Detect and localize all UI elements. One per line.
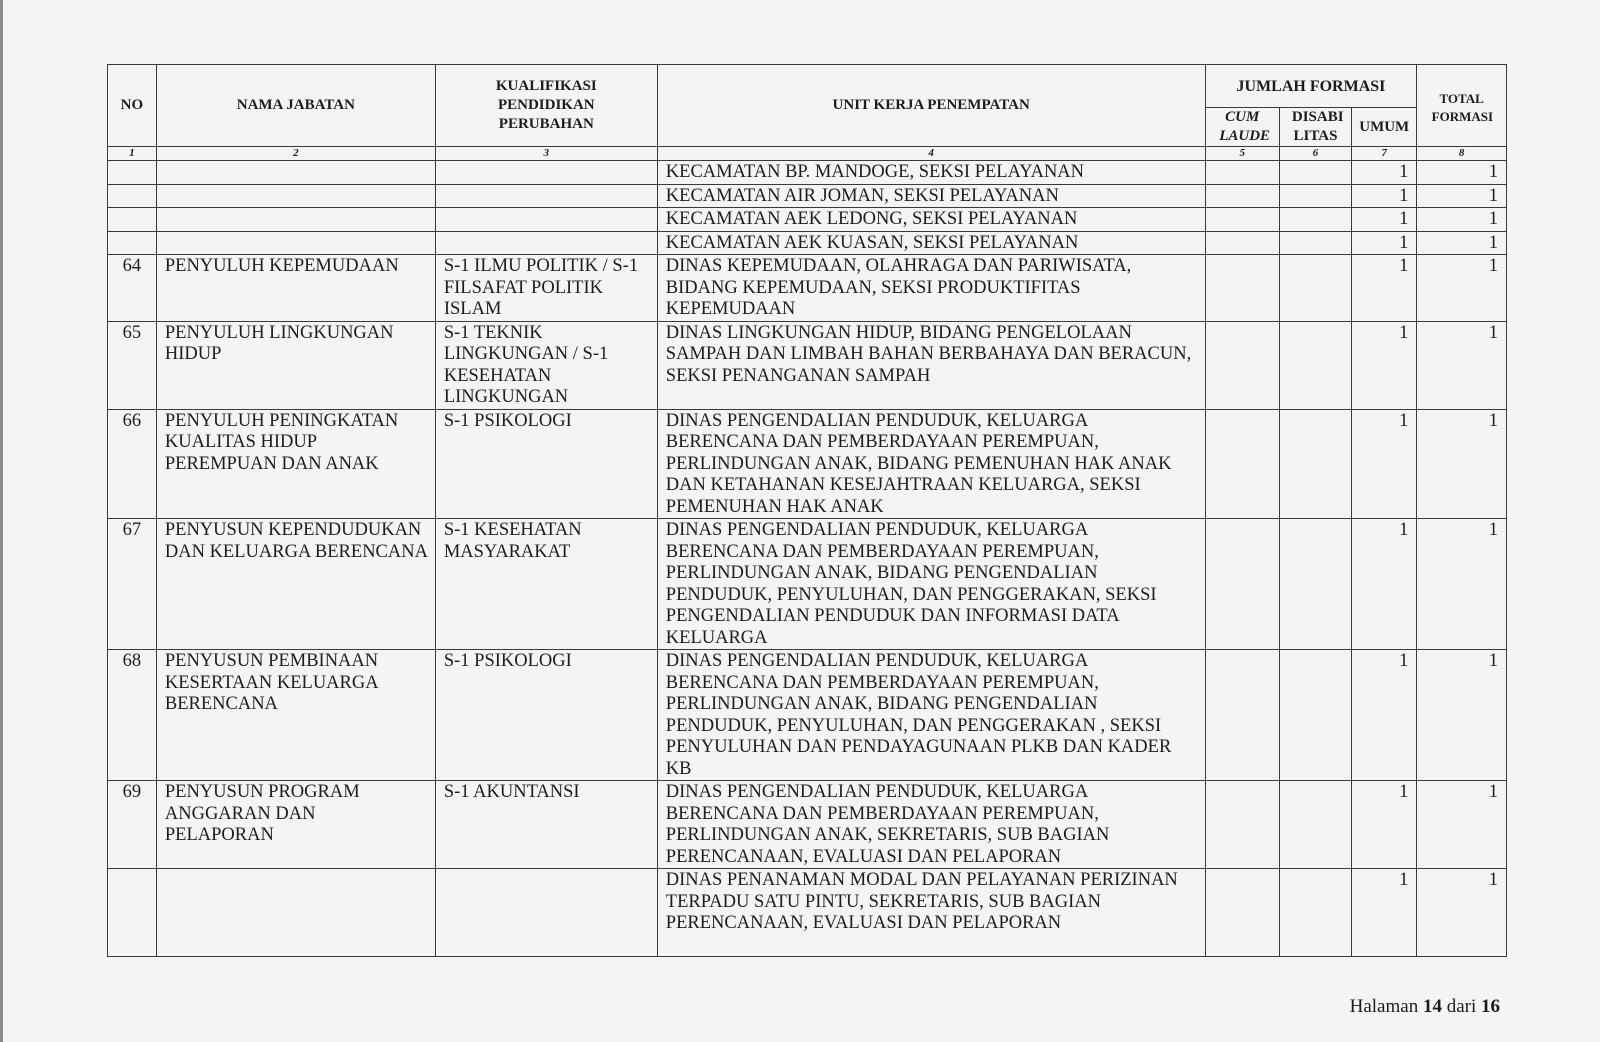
header-cum-laude-label: CUM LAUDE [1219, 109, 1271, 144]
footer-page-number: 14 [1422, 996, 1442, 1017]
nama-jabatan-cell [156, 208, 435, 232]
total-formasi-cell: 1 [1417, 869, 1507, 957]
kualifikasi-cell [435, 161, 657, 185]
unit-kerja-cell: KECAMATAN BP. MANDOGE, SEKSI PELAYANAN [657, 161, 1205, 185]
disabilitas-cell [1279, 231, 1351, 255]
kualifikasi-cell: S-1 AKUNTANSI [435, 781, 657, 869]
row-number [108, 869, 157, 957]
column-number-row [108, 147, 1507, 161]
kualifikasi-cell: S-1 PSIKOLOGI [435, 409, 657, 519]
nama-jabatan-cell [156, 869, 435, 957]
nama-jabatan-cell: PENYUSUN KEPENDUDUKAN DAN KELUARGA BERENCANA [156, 519, 435, 650]
row-number [108, 208, 157, 232]
disabilitas-cell [1279, 321, 1351, 409]
table-body [108, 161, 1507, 957]
nama-jabatan-cell [156, 161, 435, 185]
header-total-formasi-label: TOTAL FORMASI [1431, 90, 1494, 124]
header-unit-kerja: UNIT KERJA PENEMPATAN [657, 65, 1205, 147]
header-no: NO [108, 65, 157, 147]
column-number: 4 [657, 147, 1205, 161]
total-formasi-cell: 1 [1417, 519, 1507, 650]
disabilitas-cell [1279, 184, 1351, 208]
umum-cell: 1 [1352, 650, 1417, 781]
row-number: 67 [108, 519, 157, 650]
header-total-formasi [1417, 65, 1507, 147]
umum-cell: 1 [1352, 869, 1417, 957]
total-formasi-cell: 1 [1417, 231, 1507, 255]
total-formasi-cell: 1 [1417, 184, 1507, 208]
footer-total-pages: 16 [1481, 996, 1500, 1017]
umum-cell: 1 [1352, 519, 1417, 650]
cum-laude-cell [1205, 321, 1279, 409]
cum-laude-cell [1205, 519, 1279, 650]
nama-jabatan-cell: PENYULUH PENINGKATAN KUALITAS HIDUP PEREMPUAN DAN ANAK [156, 409, 435, 519]
umum-cell: 1 [1352, 161, 1417, 185]
column-number: 7 [1352, 147, 1417, 161]
cum-laude-cell [1205, 869, 1279, 957]
row-number: 64 [108, 255, 157, 322]
total-formasi-cell: 1 [1417, 161, 1507, 185]
umum-cell: 1 [1352, 184, 1417, 208]
table-row [108, 781, 1507, 869]
footer-prefix: Halaman [1349, 996, 1419, 1017]
cum-laude-cell [1205, 255, 1279, 322]
cum-laude-cell [1205, 184, 1279, 208]
umum-cell: 1 [1352, 231, 1417, 255]
disabilitas-cell [1279, 869, 1351, 957]
disabilitas-cell [1279, 519, 1351, 650]
disabilitas-cell [1279, 650, 1351, 781]
kualifikasi-cell [435, 184, 657, 208]
unit-kerja-cell: KECAMATAN AEK KUASAN, SEKSI PELAYANAN [657, 231, 1205, 255]
column-number: 2 [156, 147, 435, 161]
table-row [108, 650, 1507, 781]
unit-kerja-cell: DINAS PENGENDALIAN PENDUDUK, KELUARGA BERENCANA DAN PEMBERDAYAAN PEREMPUAN, PERLINDUNGAN ANAK, BIDANG PENGENDALIAN PENDUDUK, PENYULUHAN, DAN PENGGERAKAN, SEKSI PENGENDALIAN PENDUDUK DAN INFORMASI DATA KELUARGA [657, 519, 1205, 650]
cum-laude-cell [1205, 781, 1279, 869]
umum-cell: 1 [1352, 321, 1417, 409]
nama-jabatan-cell: PENYUSUN PEMBINAAN KESERTAAN KELUARGA BERENCANA [156, 650, 435, 781]
table-row [108, 208, 1507, 232]
nama-jabatan-cell: PENYULUH KEPEMUDAAN [156, 255, 435, 322]
kualifikasi-cell: S-1 PSIKOLOGI [435, 650, 657, 781]
kualifikasi-cell [435, 208, 657, 232]
unit-kerja-cell: KECAMATAN AEK LEDONG, SEKSI PELAYANAN [657, 208, 1205, 232]
kualifikasi-cell: S-1 TEKNIK LINGKUNGAN / S-1 KESEHATAN LINGKUNGAN [435, 321, 657, 409]
nama-jabatan-cell [156, 231, 435, 255]
footer-separator: dari [1446, 996, 1477, 1017]
row-number: 69 [108, 781, 157, 869]
header-kualifikasi: KUALIFIKASI PENDIDIKAN PERUBAHAN [435, 65, 657, 147]
row-number: 68 [108, 650, 157, 781]
unit-kerja-cell: DINAS PENGENDALIAN PENDUDUK, KELUARGA BERENCANA DAN PEMBERDAYAAN PEREMPUAN, PERLINDUNGAN ANAK, SEKRETARIS, SUB BAGIAN PERENCANAAN, EVALUASI DAN PELAPORAN [657, 781, 1205, 869]
total-formasi-cell: 1 [1417, 409, 1507, 519]
page-footer [1350, 996, 1500, 1018]
nama-jabatan-cell: PENYUSUN PROGRAM ANGGARAN DAN PELAPORAN [156, 781, 435, 869]
kualifikasi-cell [435, 231, 657, 255]
formasi-table [107, 64, 1507, 957]
disabilitas-cell [1279, 781, 1351, 869]
cum-laude-cell [1205, 409, 1279, 519]
table-row [108, 869, 1507, 957]
kualifikasi-cell: S-1 KESEHATAN MASYARAKAT [435, 519, 657, 650]
kualifikasi-cell [435, 869, 657, 957]
row-number [108, 231, 157, 255]
column-number: 6 [1279, 147, 1351, 161]
unit-kerja-cell: DINAS PENGENDALIAN PENDUDUK, KELUARGA BERENCANA DAN PEMBERDAYAAN PEREMPUAN, PERLINDUNGAN ANAK, BIDANG PENGENDALIAN PENDUDUK, PENYULUHAN, DAN PENGGERAKAN , SEKSI PENYULUHAN DAN PENDAYAGUNAAN PLKB DAN KADER KB [657, 650, 1205, 781]
table-row [108, 409, 1507, 519]
umum-cell: 1 [1352, 781, 1417, 869]
disabilitas-cell [1279, 208, 1351, 232]
unit-kerja-cell: DINAS PENANAMAN MODAL DAN PELAYANAN PERIZINAN TERPADU SATU PINTU, SEKRETARIS, SUB BAGIAN PERENCANAAN, EVALUASI DAN PELAPORAN [657, 869, 1205, 957]
column-number: 1 [108, 147, 157, 161]
cum-laude-cell [1205, 208, 1279, 232]
cum-laude-cell [1205, 650, 1279, 781]
unit-kerja-cell: KECAMATAN AIR JOMAN, SEKSI PELAYANAN [657, 184, 1205, 208]
total-formasi-cell: 1 [1417, 208, 1507, 232]
unit-kerja-cell: DINAS LINGKUNGAN HIDUP, BIDANG PENGELOLAAN SAMPAH DAN LIMBAH BAHAN BERBAHAYA DAN BERACUN, SEKSI PENANGANAN SAMPAH [657, 321, 1205, 409]
disabilitas-cell [1279, 409, 1351, 519]
row-number: 66 [108, 409, 157, 519]
table-row [108, 321, 1507, 409]
header-disabilitas: DISABI LITAS [1279, 108, 1351, 147]
table-row [108, 255, 1507, 322]
row-number [108, 184, 157, 208]
cum-laude-cell [1205, 161, 1279, 185]
nama-jabatan-cell [156, 184, 435, 208]
column-number: 8 [1417, 147, 1507, 161]
total-formasi-cell: 1 [1417, 781, 1507, 869]
nama-jabatan-cell: PENYULUH LINGKUNGAN HIDUP [156, 321, 435, 409]
total-formasi-cell: 1 [1417, 321, 1507, 409]
total-formasi-cell: 1 [1417, 650, 1507, 781]
umum-cell: 1 [1352, 409, 1417, 519]
header-cum-laude [1205, 108, 1279, 147]
table-row [108, 184, 1507, 208]
header-jumlah-formasi: JUMLAH FORMASI [1205, 65, 1417, 108]
disabilitas-cell [1279, 161, 1351, 185]
unit-kerja-cell: DINAS KEPEMUDAAN, OLAHRAGA DAN PARIWISATA, BIDANG KEPEMUDAAN, SEKSI PRODUKTIFITAS KEPEMUDAAN [657, 255, 1205, 322]
umum-cell: 1 [1352, 255, 1417, 322]
disabilitas-cell [1279, 255, 1351, 322]
header-nama-jabatan: NAMA JABATAN [156, 65, 435, 147]
column-number: 3 [435, 147, 657, 161]
table-header [108, 65, 1507, 161]
total-formasi-cell: 1 [1417, 255, 1507, 322]
header-umum: UMUM [1352, 108, 1417, 147]
table-row [108, 231, 1507, 255]
table-row [108, 519, 1507, 650]
kualifikasi-cell: S-1 ILMU POLITIK / S-1 FILSAFAT POLITIK ISLAM [435, 255, 657, 322]
table-row [108, 161, 1507, 185]
row-number: 65 [108, 321, 157, 409]
column-number: 5 [1205, 147, 1279, 161]
unit-kerja-cell: DINAS PENGENDALIAN PENDUDUK, KELUARGA BERENCANA DAN PEMBERDAYAAN PEREMPUAN, PERLINDUNGAN ANAK, BIDANG PEMENUHAN HAK ANAK DAN KETAHANAN KESEJAHTRAAN KELUARGA, SEKSI PEMENUHAN HAK ANAK [657, 409, 1205, 519]
umum-cell: 1 [1352, 208, 1417, 232]
cum-laude-cell [1205, 231, 1279, 255]
row-number [108, 161, 157, 185]
